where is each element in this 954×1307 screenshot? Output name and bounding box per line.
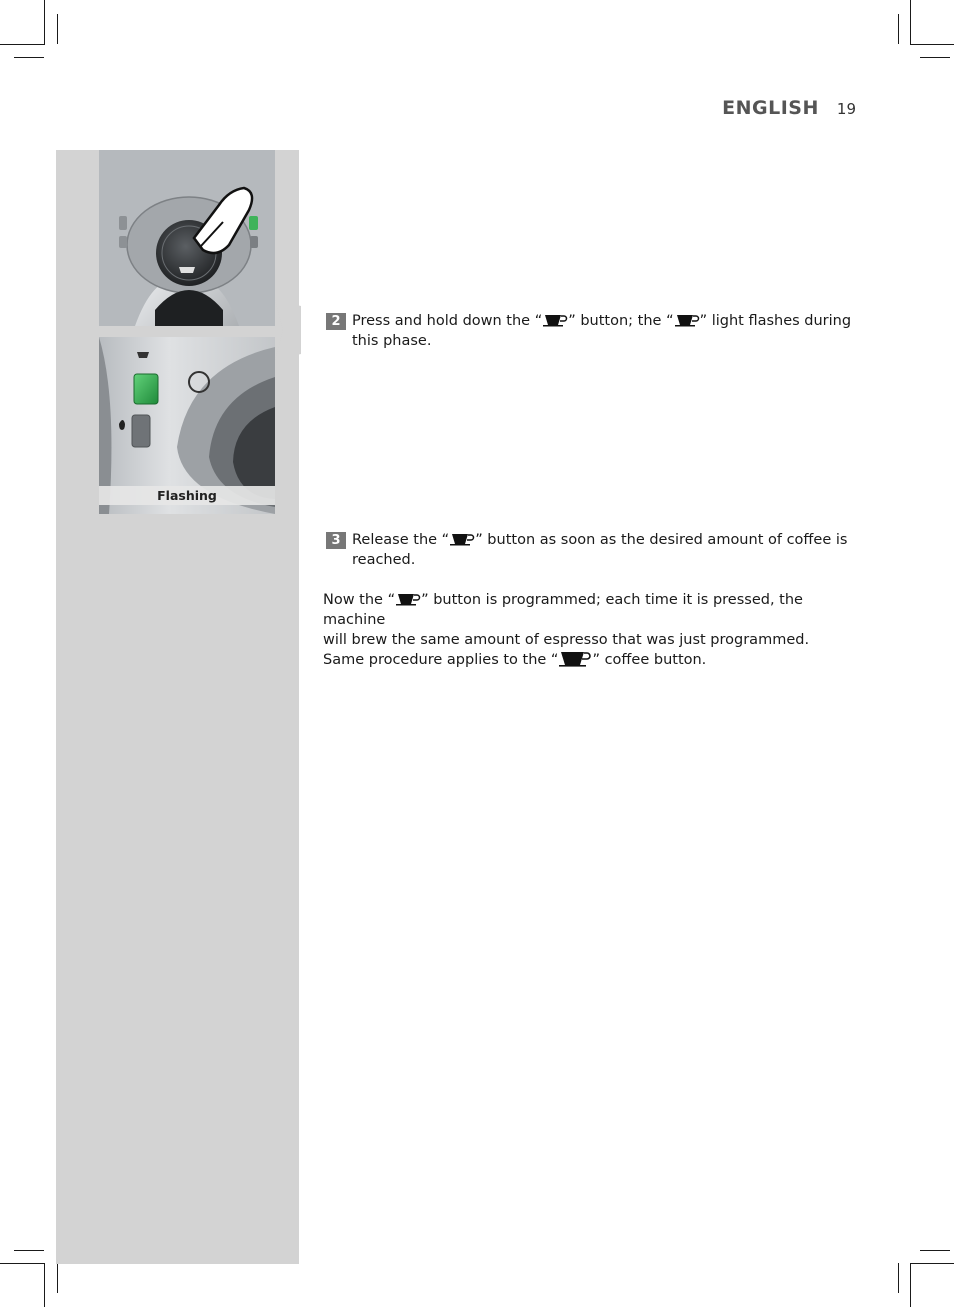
step-3	[324, 530, 854, 570]
programmed-note: Now the “ ” button is programmed; each time it is pressed, the machine will brew the same amount of espresso that was just programmed.	[323, 592, 810, 648]
espresso-cup-icon	[542, 313, 568, 327]
coffee-cup-icon	[558, 650, 592, 667]
espresso-cup-icon	[449, 532, 475, 546]
language-label: ENGLISH	[722, 97, 819, 119]
step-number-badge: 2	[326, 313, 346, 330]
espresso-cup-icon	[395, 592, 421, 606]
figure-caption: Flashing	[99, 486, 275, 505]
step-text: Press and hold down the “ ” button; the “ ” light flashes during this phase.	[352, 313, 852, 349]
page-number: 19	[836, 100, 856, 118]
espresso-cup-icon	[674, 313, 700, 327]
step-2	[324, 311, 854, 351]
control-panel-photo	[99, 150, 275, 326]
step-text: Release the “ ” button as soon as the desired amount of coffee is reached.	[352, 532, 848, 568]
step-number-badge: 3	[326, 532, 346, 549]
same-procedure-note: Same procedure applies to the “ ” coffee button.	[323, 652, 707, 668]
callout-pointer	[275, 300, 301, 360]
page-header	[722, 97, 856, 119]
